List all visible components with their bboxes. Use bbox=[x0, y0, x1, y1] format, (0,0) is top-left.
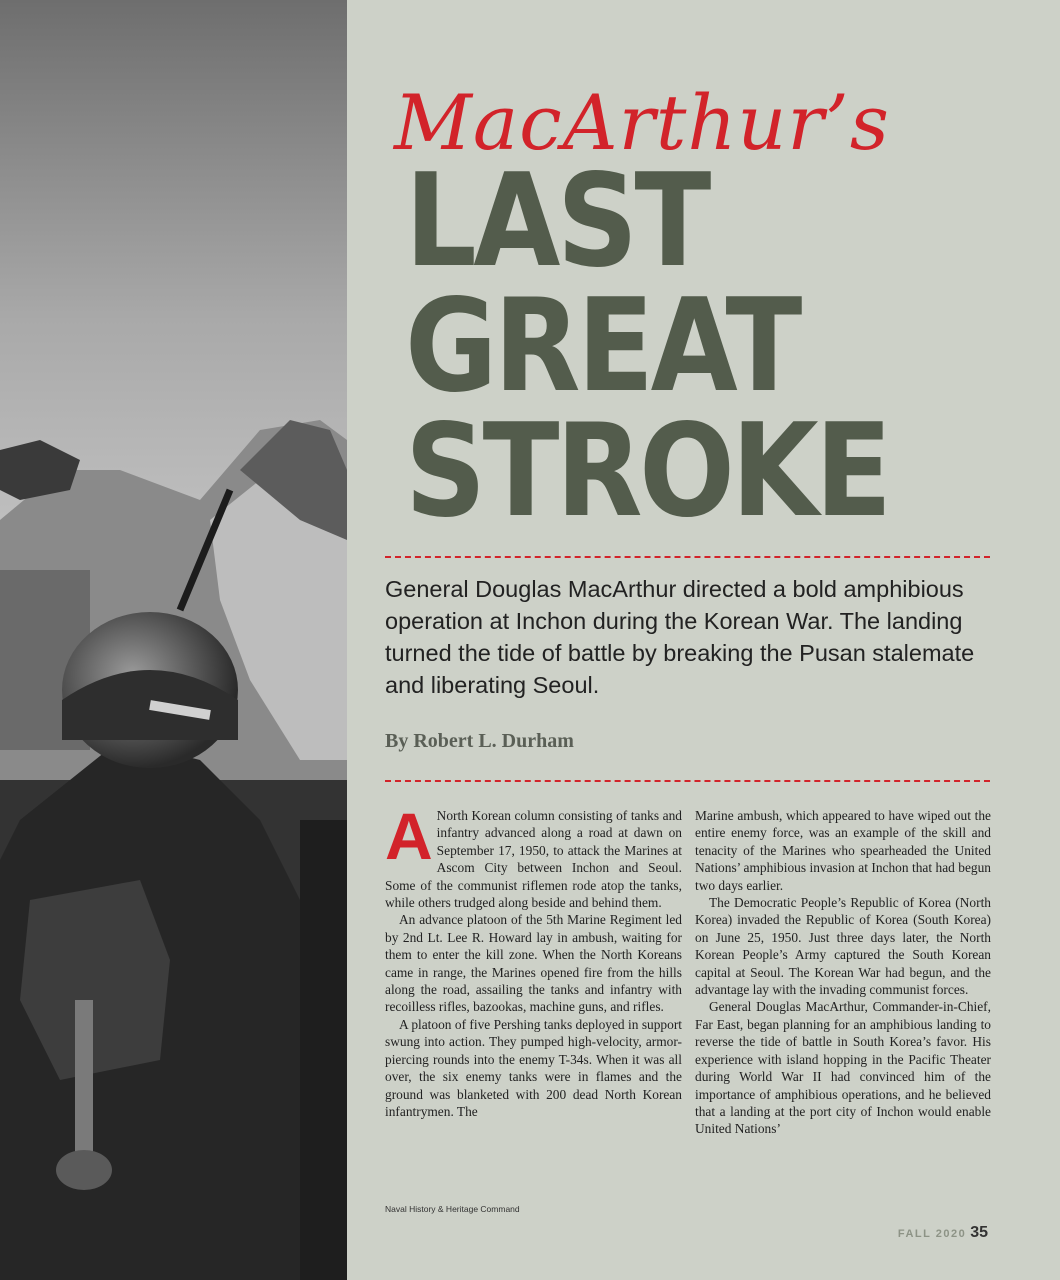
paragraph-text: North Korean column consisting of tanks and infantry advanced along a road at dawn on September 17, 1950, to attack the Marines at Ascom City between Inchon and Seoul. Some of the communist riflemen rode atop the tanks, while others trudged along beside and behind them. bbox=[385, 808, 682, 911]
body-column-1 bbox=[385, 799, 682, 1120]
divider-bottom bbox=[385, 780, 990, 782]
article-dek: General Douglas MacArthur directed a bold amphibious operation at Inchon during the Korean War. The landing turned the tide of battle by breaking the Pusan stalemate and liberating Seoul. bbox=[385, 576, 975, 698]
page-number: 35 bbox=[970, 1224, 988, 1241]
photo-credit: Naval History & Heritage Command bbox=[385, 1204, 520, 1214]
paragraph: A platoon of five Pershing tanks deployed in support swung into action. They pumped high-velocity, armor-piercing rounds into the enemy T-34s. When it was all over, the six enemy tanks were in flames and the ground was blanketed with 200 dead North Korean infantrymen. The bbox=[385, 1016, 682, 1119]
paragraph: Marine ambush, which appeared to have wiped out the entire enemy force, was an example of the skill and tenacity of the Marines who spearheaded the United Nations’ amphibious invasion at Inchon that had begun two days earlier. bbox=[695, 808, 991, 893]
issue-label: FALL 2020 bbox=[897, 1228, 967, 1240]
byline: By Robert L. Durham bbox=[385, 730, 574, 752]
paragraph bbox=[385, 799, 682, 911]
drop-cap: A bbox=[385, 799, 433, 873]
cover-photo bbox=[0, 0, 347, 1280]
article-page bbox=[347, 0, 1060, 1280]
divider-top bbox=[385, 556, 990, 558]
title-line-last: LAST bbox=[405, 147, 708, 296]
paragraph: An advance platoon of the 5th Marine Regiment led by 2nd Lt. Lee R. Howard lay in ambush, waiting for them to enter the kill zone. When the North Koreans came in range, the Marines opened fire from the hills along the road, assailing the tanks and infantry with recoilless rifles, bazookas, machine guns, and rifles. bbox=[385, 912, 682, 1015]
body-column-2 bbox=[695, 807, 991, 1138]
title-line-great: GREAT bbox=[405, 272, 799, 421]
title-line-stroke: STROKE bbox=[405, 397, 889, 546]
title-script: MacArthur’s bbox=[394, 78, 890, 167]
paragraph: The Democratic People’s Republic of Korea (North Korea) invaded the Republic of Korea (South Korea) on June 25, 1950. Just three days later, the North Korean People’s Army captured the South Korean capital at Seoul. The Korean War had begun, and the advantage lay with the invading communist forces. bbox=[695, 895, 991, 998]
paragraph: General Douglas MacArthur, Commander-in-Chief, Far East, began planning for an amphibious landing to reverse the tide of battle in South Korea’s favor. His experience with island hopping in the Pacific Theater during World War II had convinced him of the importance of amphibious operations, and he believed that a landing at the port city of Inchon would enable United Nations’ bbox=[695, 999, 991, 1137]
folio bbox=[898, 1224, 988, 1242]
